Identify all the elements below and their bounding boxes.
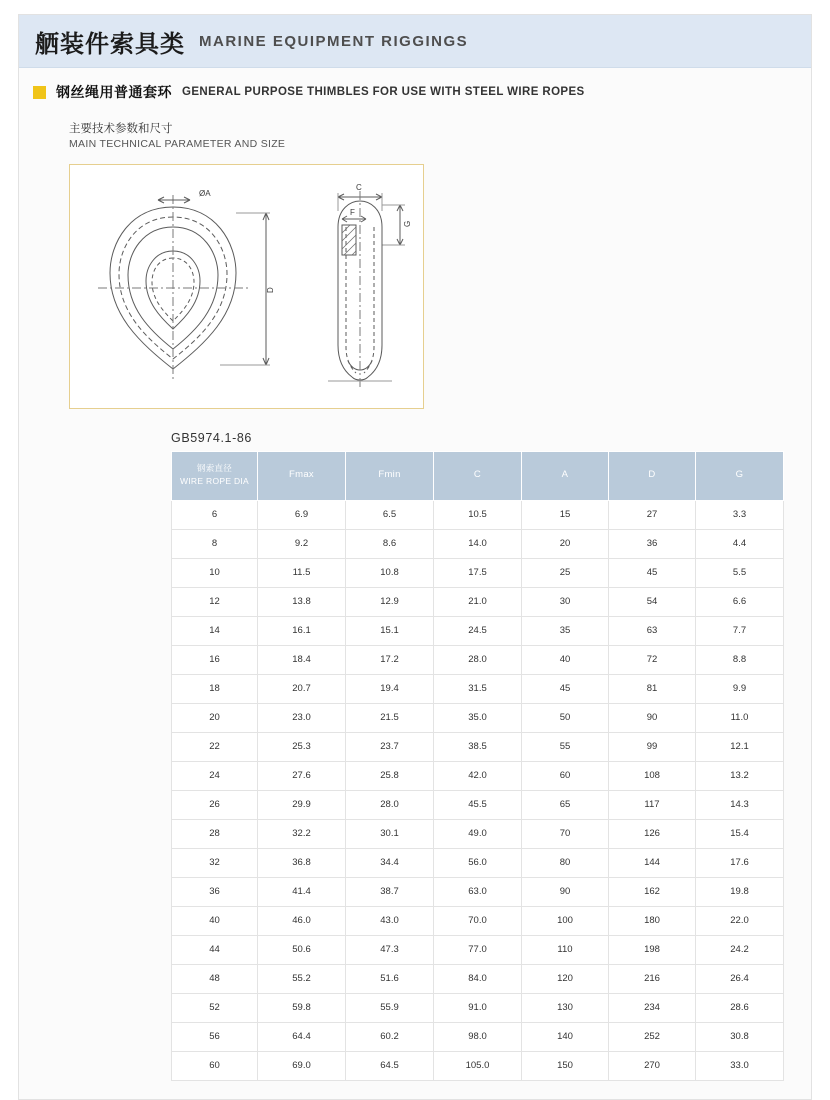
table-cell: 28.0 [434, 645, 522, 674]
table-cell: 48 [172, 964, 258, 993]
table-cell: 120 [522, 964, 609, 993]
table-row [172, 674, 784, 703]
table-cell: 25.3 [258, 732, 346, 761]
table-cell: 56.0 [434, 848, 522, 877]
table-cell: 216 [609, 964, 696, 993]
table-cell: 90 [522, 877, 609, 906]
spec-table-wrapper [171, 451, 783, 1081]
table-cell: 21.0 [434, 587, 522, 616]
table-cell: 18 [172, 674, 258, 703]
table-cell: 55 [522, 732, 609, 761]
table-cell: 10.5 [434, 500, 522, 529]
table-cell: 22 [172, 732, 258, 761]
table-cell: 4.4 [696, 529, 784, 558]
table-cell: 28 [172, 819, 258, 848]
table-cell: 24.2 [696, 935, 784, 964]
table-cell: 11.5 [258, 558, 346, 587]
table-cell: 108 [609, 761, 696, 790]
table-cell: 56 [172, 1022, 258, 1051]
table-cell: 24 [172, 761, 258, 790]
table-cell: 23.7 [346, 732, 434, 761]
table-cell: 60 [522, 761, 609, 790]
table-cell: 22.0 [696, 906, 784, 935]
table-cell: 46.0 [258, 906, 346, 935]
table-cell: 40 [522, 645, 609, 674]
table-cell: 28.6 [696, 993, 784, 1022]
header-cn-0: 钢索直径 [196, 464, 233, 475]
table-cell: 20 [522, 529, 609, 558]
table-cell: 33.0 [696, 1051, 784, 1080]
table-cell: 10 [172, 558, 258, 587]
content-sheet [18, 14, 812, 1100]
table-cell: 3.3 [696, 500, 784, 529]
table-cell: 198 [609, 935, 696, 964]
table-cell: 25 [522, 558, 609, 587]
sheet-bottom-spacer [19, 1081, 811, 1099]
table-cell: 17.6 [696, 848, 784, 877]
table-row [172, 906, 784, 935]
table-cell: 77.0 [434, 935, 522, 964]
table-cell: 72 [609, 645, 696, 674]
table-row [172, 616, 784, 645]
table-cell: 44 [172, 935, 258, 964]
table-cell: 105.0 [434, 1051, 522, 1080]
table-cell: 8.6 [346, 529, 434, 558]
label-d: D [266, 287, 275, 293]
table-cell: 6.6 [696, 587, 784, 616]
table-cell: 52 [172, 993, 258, 1022]
table-cell: 90 [609, 703, 696, 732]
table-cell: 11.0 [696, 703, 784, 732]
table-cell: 270 [609, 1051, 696, 1080]
table-cell: 100 [522, 906, 609, 935]
label-g: G [403, 220, 412, 227]
table-cell: 81 [609, 674, 696, 703]
table-row [172, 1051, 784, 1080]
table-cell: 17.5 [434, 558, 522, 587]
table-cell: 84.0 [434, 964, 522, 993]
table-cell: 26.4 [696, 964, 784, 993]
table-cell: 35 [522, 616, 609, 645]
table-cell: 14.3 [696, 790, 784, 819]
table-cell: 27.6 [258, 761, 346, 790]
table-cell: 14.0 [434, 529, 522, 558]
table-header-a: A [522, 451, 609, 500]
table-row [172, 558, 784, 587]
table-cell: 36.8 [258, 848, 346, 877]
table-cell: 25.8 [346, 761, 434, 790]
table-row [172, 1022, 784, 1051]
technical-drawing [69, 164, 424, 409]
table-cell: 10.8 [346, 558, 434, 587]
table-cell: 69.0 [258, 1051, 346, 1080]
table-cell: 51.6 [346, 964, 434, 993]
standard-code: GB5974.1-86 [171, 430, 252, 445]
table-cell: 12.9 [346, 587, 434, 616]
table-cell: 8 [172, 529, 258, 558]
table-cell: 55.9 [346, 993, 434, 1022]
table-cell: 5.5 [696, 558, 784, 587]
spec-note-english: MAIN TECHNICAL PARAMETER AND SIZE [69, 137, 286, 150]
page-header-band [19, 15, 811, 68]
table-cell: 38.7 [346, 877, 434, 906]
table-cell: 63 [609, 616, 696, 645]
table-cell: 144 [609, 848, 696, 877]
table-row [172, 645, 784, 674]
label-c: C [356, 182, 362, 192]
table-cell: 30 [522, 587, 609, 616]
table-cell: 54 [609, 587, 696, 616]
table-cell: 45 [522, 674, 609, 703]
table-cell: 12 [172, 587, 258, 616]
table-cell: 59.8 [258, 993, 346, 1022]
table-cell: 26 [172, 790, 258, 819]
table-cell: 32.2 [258, 819, 346, 848]
table-cell: 35.0 [434, 703, 522, 732]
table-cell: 31.5 [434, 674, 522, 703]
table-row [172, 877, 784, 906]
table-cell: 64.4 [258, 1022, 346, 1051]
table-cell: 27 [609, 500, 696, 529]
table-cell: 21.5 [346, 703, 434, 732]
table-cell: 47.3 [346, 935, 434, 964]
table-cell: 30.1 [346, 819, 434, 848]
table-header-g: G [696, 451, 784, 500]
table-cell: 6 [172, 500, 258, 529]
table-row [172, 819, 784, 848]
table-row [172, 761, 784, 790]
table-cell: 234 [609, 993, 696, 1022]
table-cell: 6.5 [346, 500, 434, 529]
table-cell: 32 [172, 848, 258, 877]
table-cell: 55.2 [258, 964, 346, 993]
label-f: F [350, 207, 355, 217]
table-cell: 9.2 [258, 529, 346, 558]
table-cell: 63.0 [434, 877, 522, 906]
table-cell: 60.2 [346, 1022, 434, 1051]
table-cell: 14 [172, 616, 258, 645]
table-cell: 28.0 [346, 790, 434, 819]
table-cell: 19.4 [346, 674, 434, 703]
table-row [172, 935, 784, 964]
table-cell: 24.5 [434, 616, 522, 645]
table-header-fmin: Fmin [346, 451, 434, 500]
table-cell: 23.0 [258, 703, 346, 732]
product-name-chinese: 钢丝绳用普通套环 [56, 85, 172, 101]
table-cell: 49.0 [434, 819, 522, 848]
spec-table [171, 451, 784, 1081]
table-cell: 40 [172, 906, 258, 935]
table-cell: 16.1 [258, 616, 346, 645]
table-cell: 91.0 [434, 993, 522, 1022]
table-cell: 15 [522, 500, 609, 529]
table-header-d: D [609, 451, 696, 500]
table-header-c: C [434, 451, 522, 500]
table-cell: 20.7 [258, 674, 346, 703]
square-bullet-icon [33, 86, 46, 99]
table-cell: 43.0 [346, 906, 434, 935]
table-cell: 29.9 [258, 790, 346, 819]
table-cell: 64.5 [346, 1051, 434, 1080]
table-cell: 180 [609, 906, 696, 935]
label-diameter-a: ØA [199, 188, 211, 198]
table-cell: 9.9 [696, 674, 784, 703]
table-row [172, 964, 784, 993]
spec-table-body [172, 500, 784, 1080]
table-header-wire-rope-dia [172, 451, 258, 500]
table-cell: 162 [609, 877, 696, 906]
spec-note [19, 120, 811, 152]
table-row [172, 848, 784, 877]
table-cell: 252 [609, 1022, 696, 1051]
table-cell: 60 [172, 1051, 258, 1080]
table-cell: 50.6 [258, 935, 346, 964]
header-title-chinese: 舾装件索具类 [35, 29, 185, 58]
table-cell: 117 [609, 790, 696, 819]
table-row [172, 790, 784, 819]
table-cell: 42.0 [434, 761, 522, 790]
table-cell: 150 [522, 1051, 609, 1080]
table-cell: 70 [522, 819, 609, 848]
table-cell: 80 [522, 848, 609, 877]
table-cell: 8.8 [696, 645, 784, 674]
table-cell: 17.2 [346, 645, 434, 674]
table-cell: 41.4 [258, 877, 346, 906]
table-row [172, 993, 784, 1022]
table-cell: 36 [609, 529, 696, 558]
table-cell: 13.2 [696, 761, 784, 790]
table-row [172, 732, 784, 761]
table-cell: 110 [522, 935, 609, 964]
table-cell: 20 [172, 703, 258, 732]
table-cell: 45.5 [434, 790, 522, 819]
table-cell: 38.5 [434, 732, 522, 761]
table-cell: 65 [522, 790, 609, 819]
table-cell: 19.8 [696, 877, 784, 906]
table-cell: 7.7 [696, 616, 784, 645]
table-cell: 140 [522, 1022, 609, 1051]
table-cell: 36 [172, 877, 258, 906]
table-cell: 70.0 [434, 906, 522, 935]
table-cell: 12.1 [696, 732, 784, 761]
table-cell: 16 [172, 645, 258, 674]
table-header-row [172, 451, 784, 500]
table-cell: 98.0 [434, 1022, 522, 1051]
product-title [19, 68, 811, 112]
table-cell: 34.4 [346, 848, 434, 877]
table-header-fmax: Fmax [258, 451, 346, 500]
table-row [172, 500, 784, 529]
table-cell: 18.4 [258, 645, 346, 674]
table-cell: 126 [609, 819, 696, 848]
table-cell: 130 [522, 993, 609, 1022]
table-cell: 15.1 [346, 616, 434, 645]
table-row [172, 529, 784, 558]
table-cell: 99 [609, 732, 696, 761]
header-title-english: MARINE EQUIPMENT RIGGINGS [199, 32, 469, 50]
table-row [172, 703, 784, 732]
table-cell: 30.8 [696, 1022, 784, 1051]
table-row [172, 587, 784, 616]
product-name-english: GENERAL PURPOSE THIMBLES FOR USE WITH STEEL WIRE ROPES [182, 86, 585, 98]
table-cell: 50 [522, 703, 609, 732]
table-cell: 15.4 [696, 819, 784, 848]
table-cell: 6.9 [258, 500, 346, 529]
thimble-drawing-svg [70, 165, 423, 408]
table-cell: 45 [609, 558, 696, 587]
table-cell: 13.8 [258, 587, 346, 616]
spec-note-chinese: 主要技术参数和尺寸 [69, 121, 173, 135]
header-en-0: WIRE ROPE DIA [179, 475, 250, 486]
